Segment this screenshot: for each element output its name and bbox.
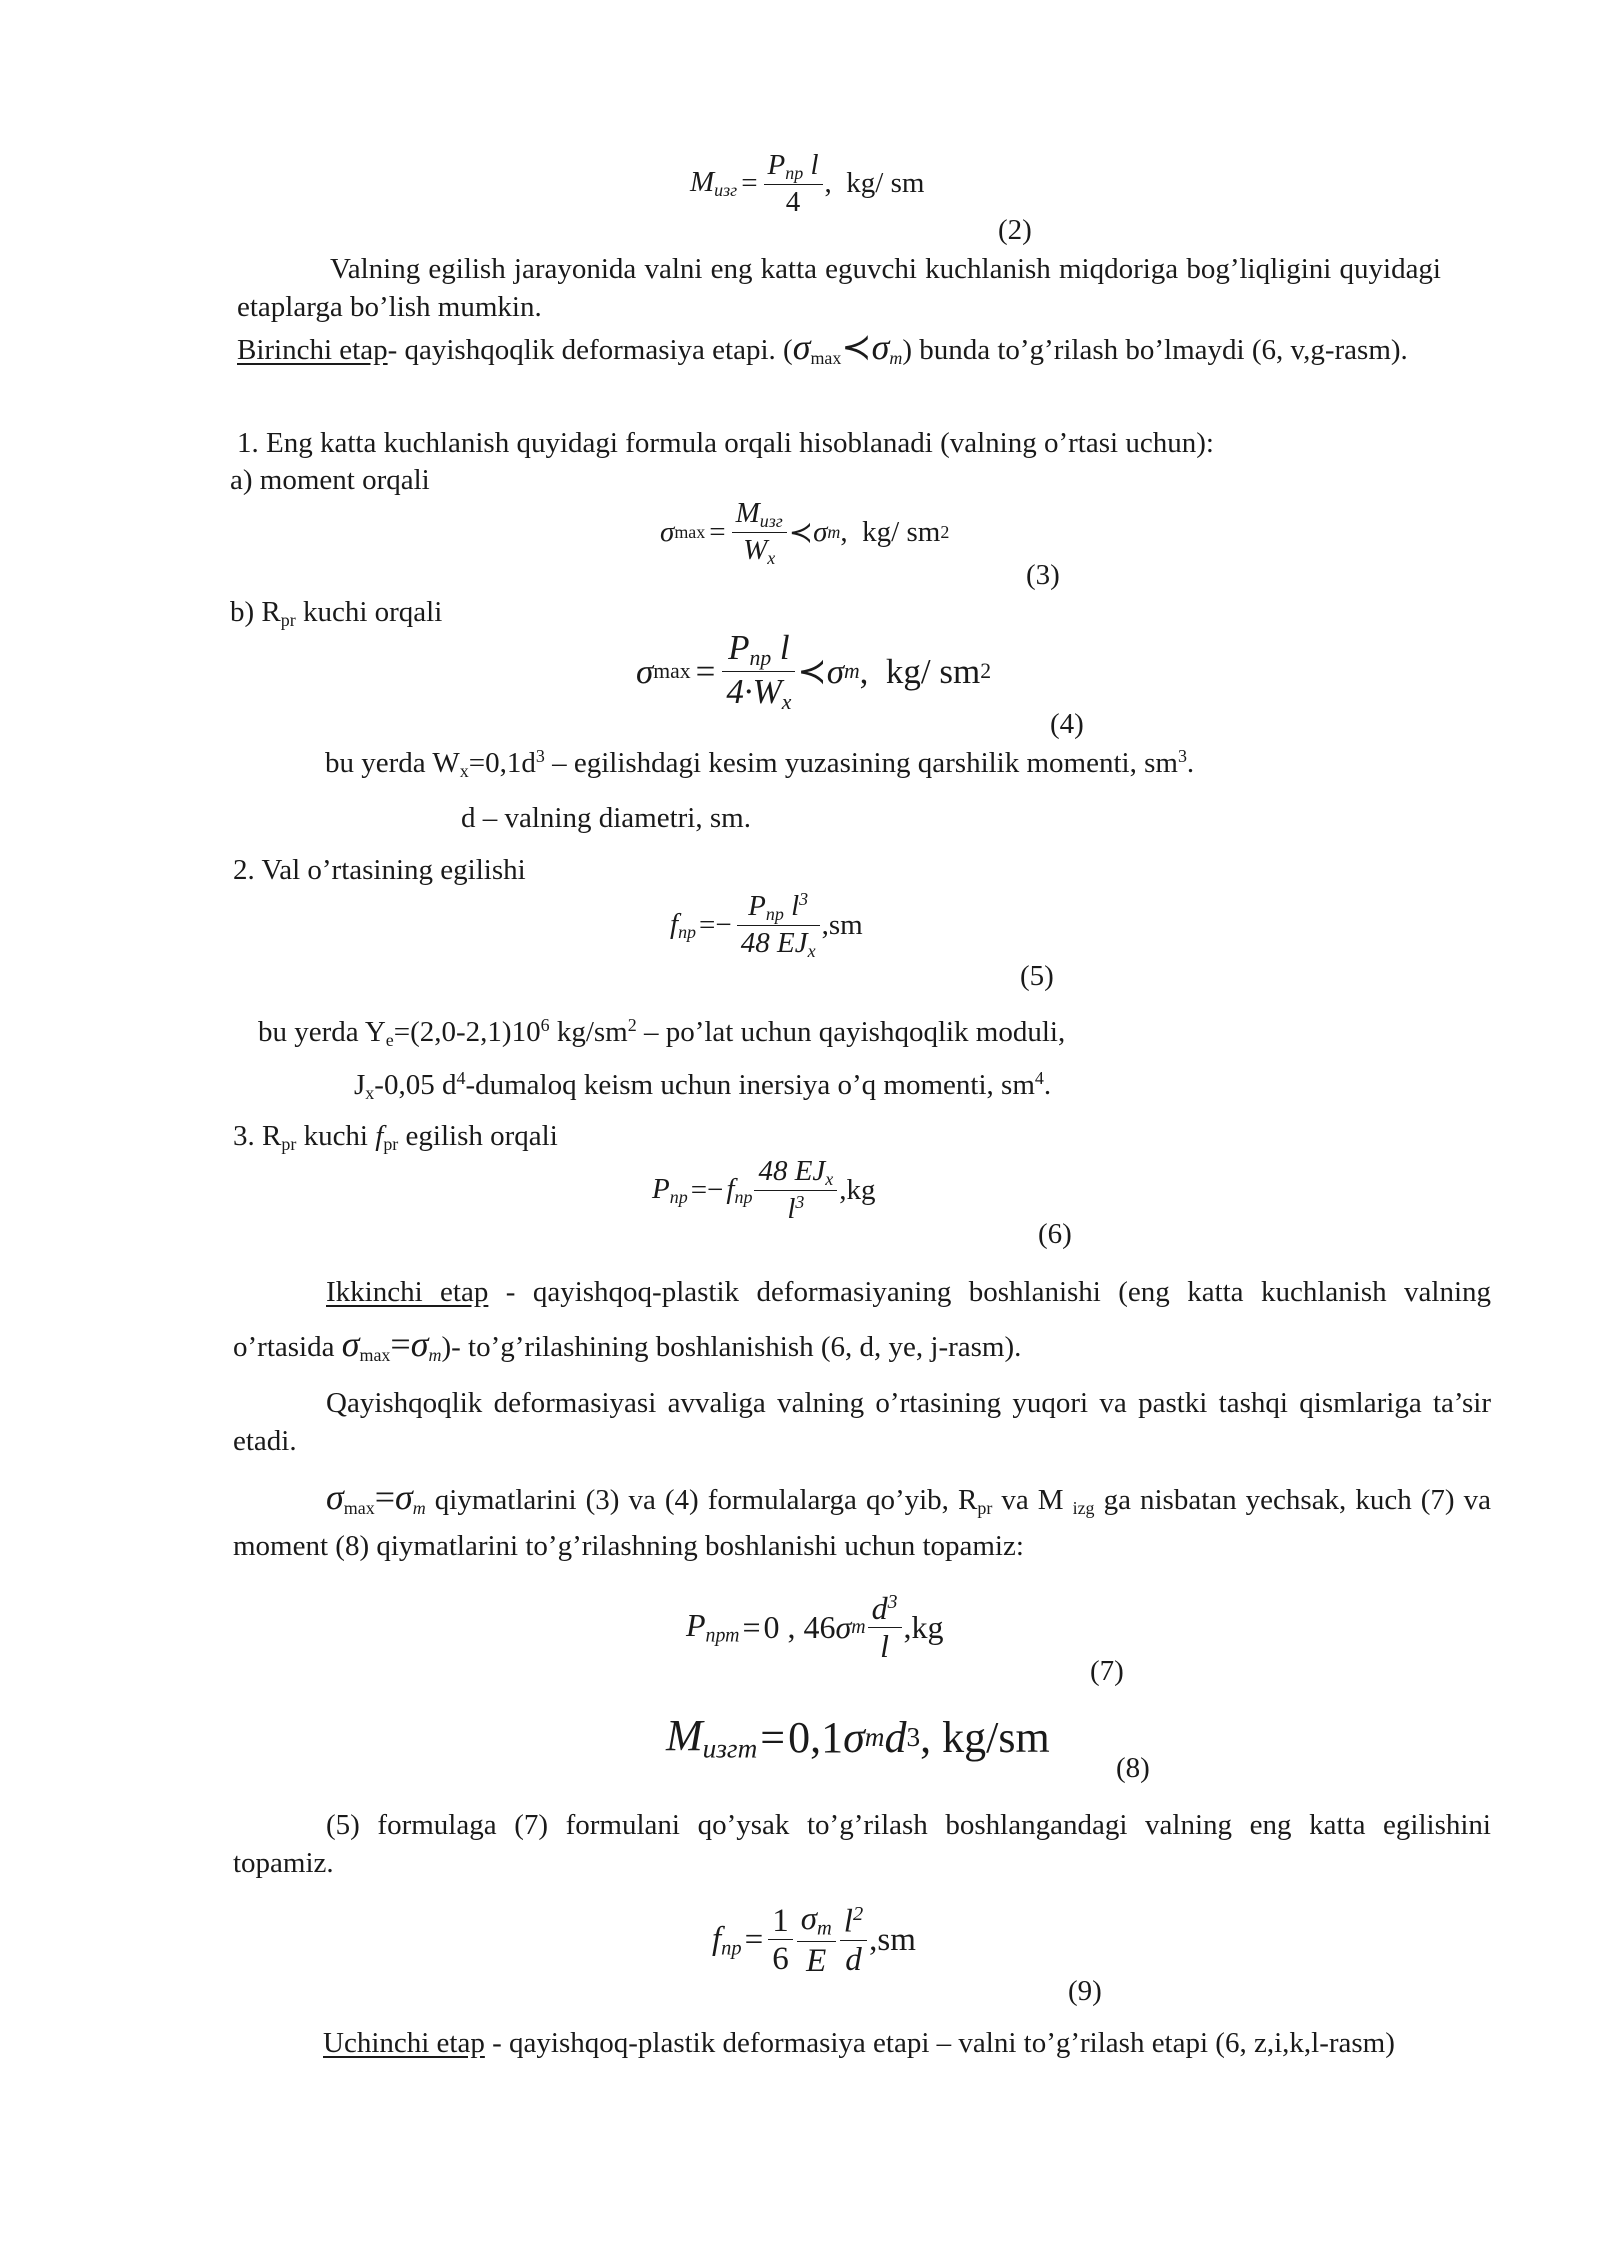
equation-5: $f_{пр}$ =− $\frac{P_{пр} l^3}{48 EJ_x}$ ,sm — [670, 889, 863, 961]
eq7-number: (7) — [1090, 1655, 1124, 1687]
list-item-1: 1. Eng katta kuchlanish quyidagi formula orqali hisoblanadi (valning o’rtasi uchun): — [237, 427, 1214, 459]
d-definition: d – valning diametri, sm. — [461, 802, 751, 834]
equation-3: σ max = $\frac{M_{изг}}{W_x}$ ≺ σ m , kg/ sm 2 — [660, 497, 950, 568]
eq2-lhs: $M_{изг}$ — [690, 166, 738, 201]
eq6-number: (6) — [1038, 1218, 1072, 1250]
etap1-title: Birinchi etap — [237, 334, 388, 366]
equation-2: $M_{изг}$ = $\frac{P_{пр} l}{4}$ , kg/ sm — [690, 149, 925, 218]
paragraph-sigma: $\sigma_{max}=\sigma_m$ qiymatlarini (3) va (4) formulalarga qo’yib, $R_{pr}$ va M $_{izg}$ ga nisbatan yechsak, kuch (7) va moment (8) qiymatlarini to’g’rilashning boshlanishi uchun topamiz: — [233, 1477, 1491, 1563]
equation-8: $M_{изгт}$ = 0,1 σ m d 3 , kg/sm — [666, 1711, 1050, 1764]
equation-6: $P_{пр}$ =− $f_{пр}$ $\frac{48 EJ_x}{l^3}$ ,kg — [652, 1155, 876, 1225]
paragraph-qayishqoqlik: Qayishqoqlik deformasiyasi avvaliga valning o’rtasining yuqori va pastki tashqi qismlariga ta’sir etadi. — [233, 1387, 1491, 1457]
equation-7: $P_{прт}$ = 0 , 46 σ m $\frac{d^3}{l}$ ,kg — [686, 1590, 944, 1664]
paragraph-intro: Valning egilish jarayonida valni eng katta eguvchi kuchlanish miqdoriga bog’liqligini quyidagi etaplarga bo’lish mumkin. — [237, 253, 1441, 323]
etap2-title: Ikkinchi etap — [326, 1276, 489, 1308]
eq5-number: (5) — [1020, 960, 1054, 992]
equation-9: $f_{пр}$ = $\frac{1}{6}$ $\frac{\sigma_m}{E}$ $\frac{l^2}{d}$ ,sm — [712, 1901, 916, 1980]
paragraph-etap-3: Uchinchi etap - qayishqoq-plastik deformasiya etapi – valni to’g’rilash etapi (6, z,i,k,l-rasm) — [323, 2027, 1395, 2059]
paragraph-formula-5: (5) formulaga (7) formulani qo’ysak to’g’rilash boshlangandagi valning eng katta egilishini topamiz. — [233, 1809, 1491, 1879]
paragraph-etap-2: Ikkinchi etap - qayishqoq-plastik deformasiyaning boshlanishi (eng katta kuchlanish valning o’rtasida $\sigma_{max}=\sigma_m)-$ to’g’rilashining boshlanishish (6, d, ye, j-rasm). — [233, 1276, 1491, 1366]
label-a-moment: a) moment orqali — [230, 464, 430, 496]
paragraph-etap-1: Birinchi etap- qayishqoqlik deformasiya etapi. $(\sigma_{max}≺\sigma_m)$ bunda to’g’rilash bo’lmaydi (6, v,g-rasm). — [237, 327, 1408, 369]
eq9-number: (9) — [1068, 1975, 1102, 2007]
eq2-unit: kg/ sm — [846, 167, 925, 200]
wx-definition: bu yerda $W_x=0,1d^3$ – egilishdagi kesim yuzasining qarshilik momenti, $sm^3$. — [325, 746, 1195, 782]
jx-definition: $J_x-0,05$ $d^4$-dumaloq keism uchun inersiya o’q momenti, $sm^4$. — [354, 1068, 1052, 1104]
eq2-number: (2) — [998, 214, 1032, 246]
list-item-3: 3. $R_{pr}$ kuchi $f_{pr}$ egilish orqali — [233, 1120, 558, 1155]
label-b-force: b) $R_{pr}$ kuchi orqali — [230, 596, 443, 631]
equation-4: σ max = $\frac{P_{пр} l}{4\cdot W_x}$ ≺ σ m , kg/ sm 2 — [636, 628, 992, 714]
ye-definition: bu yerda $Y_e=(2,0-2,1)10^6$ $kg/sm^2$ – po’lat uchun qayishqoqlik moduli, — [258, 1015, 1066, 1051]
eq3-number: (3) — [1026, 559, 1060, 591]
list-item-2: 2. Val o’rtasining egilishi — [233, 854, 526, 886]
eq4-number: (4) — [1050, 708, 1084, 740]
etap3-title: Uchinchi etap — [323, 2027, 485, 2059]
eq2-fraction: $\frac{P_{пр} l}{4}$ — [764, 150, 823, 217]
eq8-number: (8) — [1116, 1752, 1150, 1784]
